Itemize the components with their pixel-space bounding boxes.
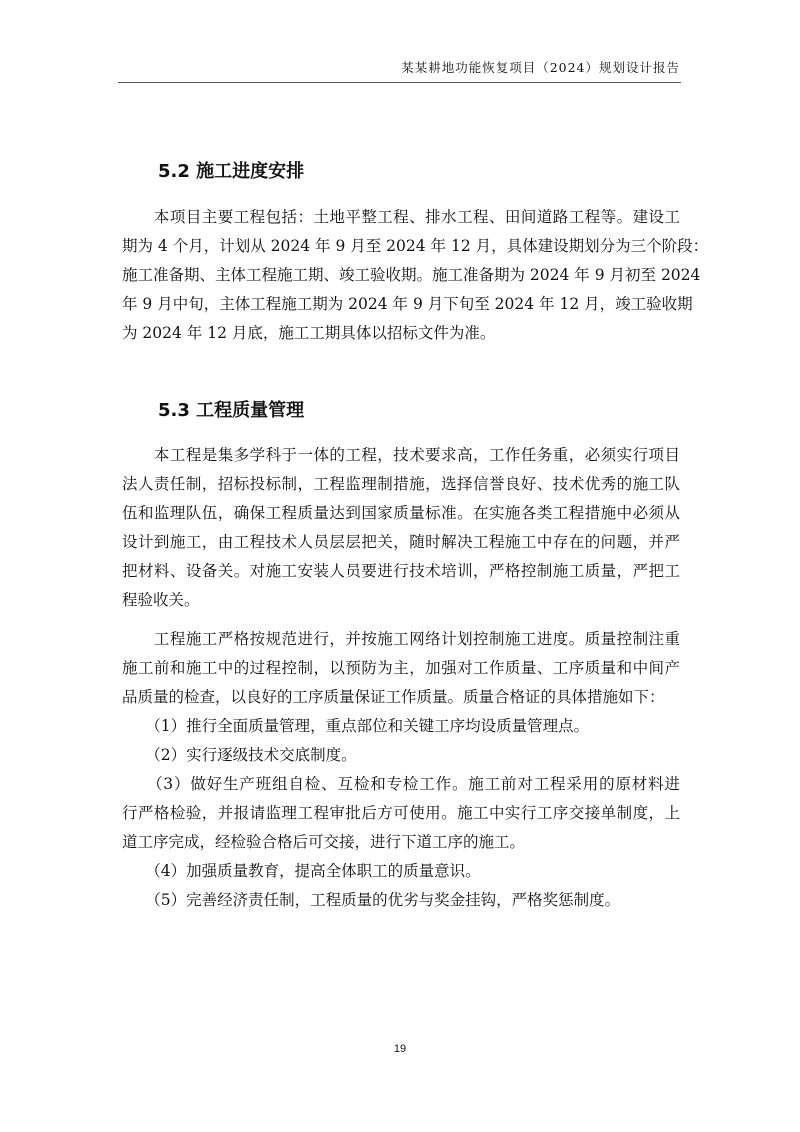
section-heading-5-3: 5.3 工程质量管理 [158, 400, 305, 421]
running-header: 某某耕地功能恢复项目（2024）规划设计报告 [401, 60, 680, 75]
text-line: 道工序完成，经检验合格后可交接，进行下道工序的施工。 [122, 833, 526, 851]
text-line: （1）推行全面质量管理，重点部位和关键工序均设质量管理点。 [122, 717, 590, 735]
text-line: 本工程是集多学科于一体的工程，技术要求高，工作任务重，必须实行项目 [122, 446, 680, 464]
text-line: 设计到施工，由工程技术人员层层把关，随时解决工程施工中存在的问题，并严 [122, 533, 680, 551]
text-line: 伍和监理队伍，确保工程质量达到国家质量标准。在实施各类工程措施中必须从 [122, 504, 680, 522]
text-line: 本项目主要工程包括：土地平整工程、排水工程、田间道路工程等。建设工 [122, 208, 680, 226]
section-5-3-body [122, 441, 680, 915]
text-line: 把材料、设备关。对施工安装人员要进行技术培训，严格控制施工质量，严把工 [122, 562, 680, 580]
text-line: （2）实行逐级技术交底制度。 [122, 746, 357, 764]
page-number: 19 [393, 1043, 407, 1055]
section-heading-5-2: 5.2 施工进度安排 [158, 161, 305, 182]
text-line: 工程施工严格按规范进行，并按施工网络计划控制施工进度。质量控制注重 [122, 630, 680, 648]
text-line: 为 2024 年 12 月底，施工工期具体以招标文件为准。 [122, 324, 496, 342]
text-line: 品质量的检查，以良好的工序质量保证工作质量。质量合格证的具体措施如下： [122, 688, 665, 706]
text-line: （3）做好生产班组自检、互检和专检工作。施工前对工程采用的原材料进 [122, 775, 680, 793]
text-line: 行严格检验，并报请监理工程审批后方可使用。施工中实行工序交接单制度，上 [122, 804, 680, 822]
text-line: 年 9 月中旬，主体工程施工期为 2024 年 9 月下旬至 2024 年 12 月，竣工验收期 [122, 295, 693, 313]
text-line: 施工准备期、主体工程施工期、竣工验收期。施工准备期为 2024 年 9 月初至 2024 [122, 266, 701, 284]
header-rule [118, 82, 681, 83]
text-line: （5）完善经济责任制，工程质量的优劣与奖金挂钩，严格奖惩制度。 [122, 891, 621, 909]
text-line: 程验收关。 [122, 591, 200, 609]
section-5-2-body [122, 203, 709, 348]
text-line: 期为 4 个月，计划从 2024 年 9 月至 2024 年 12 月，具体建设期划分为三个阶段： [122, 237, 709, 255]
text-line: 施工前和施工中的过程控制，以预防为主，加强对工作质量、工序质量和中间产 [122, 659, 680, 677]
text-line: （4）加强质量教育，提高全体职工的质量意识。 [122, 862, 481, 880]
text-line: 法人责任制，招标投标制，工程监理制措施，选择信誉良好、技术优秀的施工队 [122, 475, 680, 493]
